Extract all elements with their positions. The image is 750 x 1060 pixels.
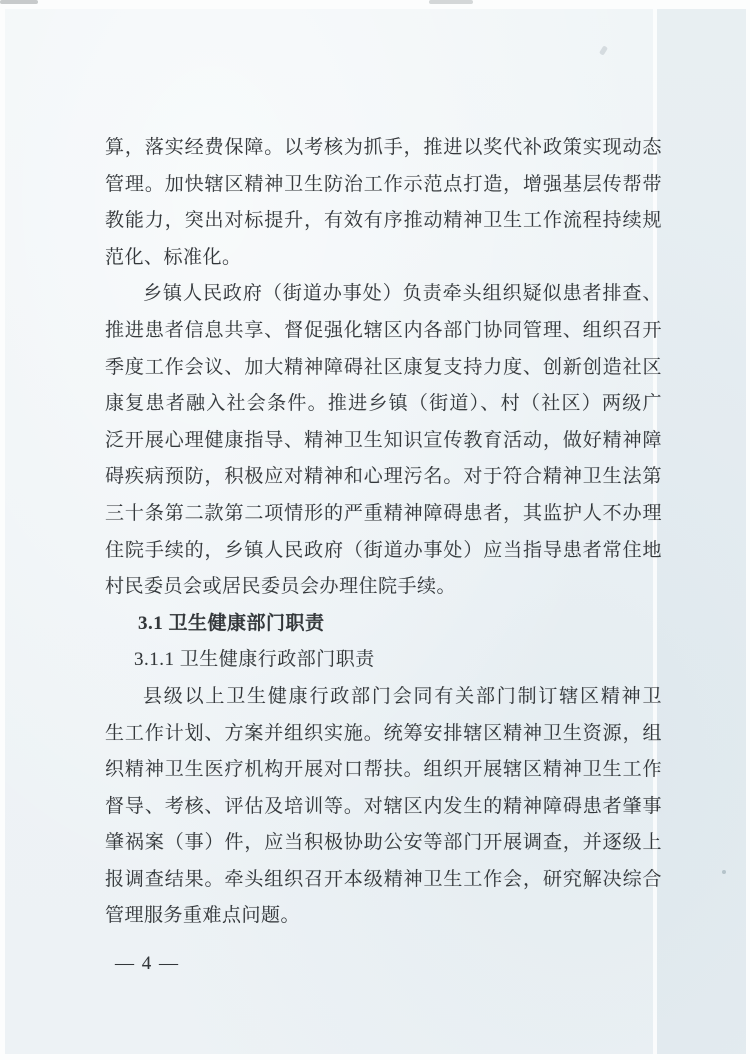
text-line: 范化、标准化。	[105, 246, 242, 268]
text-line: 报调查结果。牵头组织召开本级精神卫生工作会，研究解决综合	[105, 868, 662, 890]
paragraph	[105, 276, 662, 605]
text-line: 泛开展心理健康指导、精神卫生知识宣传教育活动，做好精神障	[105, 429, 662, 451]
text-line: 村民委员会或居民委员会办理住院手续。	[105, 576, 457, 598]
document-text	[105, 130, 662, 935]
section-heading	[138, 606, 662, 643]
scanner-edge-artifact	[657, 9, 746, 1054]
section-heading	[134, 642, 662, 679]
text-line: 3.1 卫生健康部门职责	[138, 612, 325, 634]
text-line: 住院手续的，乡镇人民政府（街道办事处）应当指导患者常住地	[105, 539, 662, 561]
text-line: 康复患者融入社会条件。推进乡镇（街道）、村（社区）两级广	[105, 393, 662, 415]
text-line: 算，落实经费保障。以考核为抓手，推进以奖代补政策实现动态	[105, 137, 662, 158]
text-line: 教能力，突出对标提升，有效有序推动精神卫生工作流程持续规	[105, 210, 662, 232]
paragraph	[105, 679, 662, 935]
text-line: 乡镇人民政府（街道办事处）负责牵头组织疑似患者排查、	[143, 283, 662, 305]
text-line: 三十条第二款第二项情形的严重精神障碍患者，其监护人不办理	[105, 502, 662, 524]
text-line: 推进患者信息共享、督促强化辖区内各部门协同管理、组织召开	[105, 319, 662, 341]
text-line: 管理。加快辖区精神卫生防治工作示范点打造，增强基层传帮带	[105, 173, 662, 195]
paragraph	[105, 130, 662, 276]
text-line: 肇祸案（事）件，应当积极协助公安等部门开展调查，并逐级上	[105, 832, 662, 854]
text-line: 3.1.1 卫生健康行政部门职责	[134, 649, 375, 671]
document-page	[5, 9, 746, 1054]
text-line: 生工作计划、方案并组织实施。统筹安排辖区精神卫生资源，组	[105, 722, 662, 744]
scan-smudge-artifact	[429, 0, 473, 4]
text-line: 季度工作会议、加大精神障碍社区康复支持力度、创新创造社区	[105, 356, 662, 378]
text-line: 督导、考核、评估及培训等。对辖区内发生的精神障碍患者肇事	[105, 795, 662, 817]
scan-speck-artifact	[722, 870, 726, 874]
text-line: 管理服务重难点问题。	[105, 905, 301, 927]
text-line: 织精神卫生医疗机构开展对口帮扶。组织开展辖区精神卫生工作	[105, 759, 662, 781]
page-number: — 4 —	[115, 953, 180, 974]
scan-smudge-artifact	[0, 0, 38, 4]
text-line: 县级以上卫生健康行政部门会同有关部门制订辖区精神卫	[143, 685, 662, 707]
text-line: 碍疾病预防，积极应对精神和心理污名。对于符合精神卫生法第	[105, 466, 662, 488]
